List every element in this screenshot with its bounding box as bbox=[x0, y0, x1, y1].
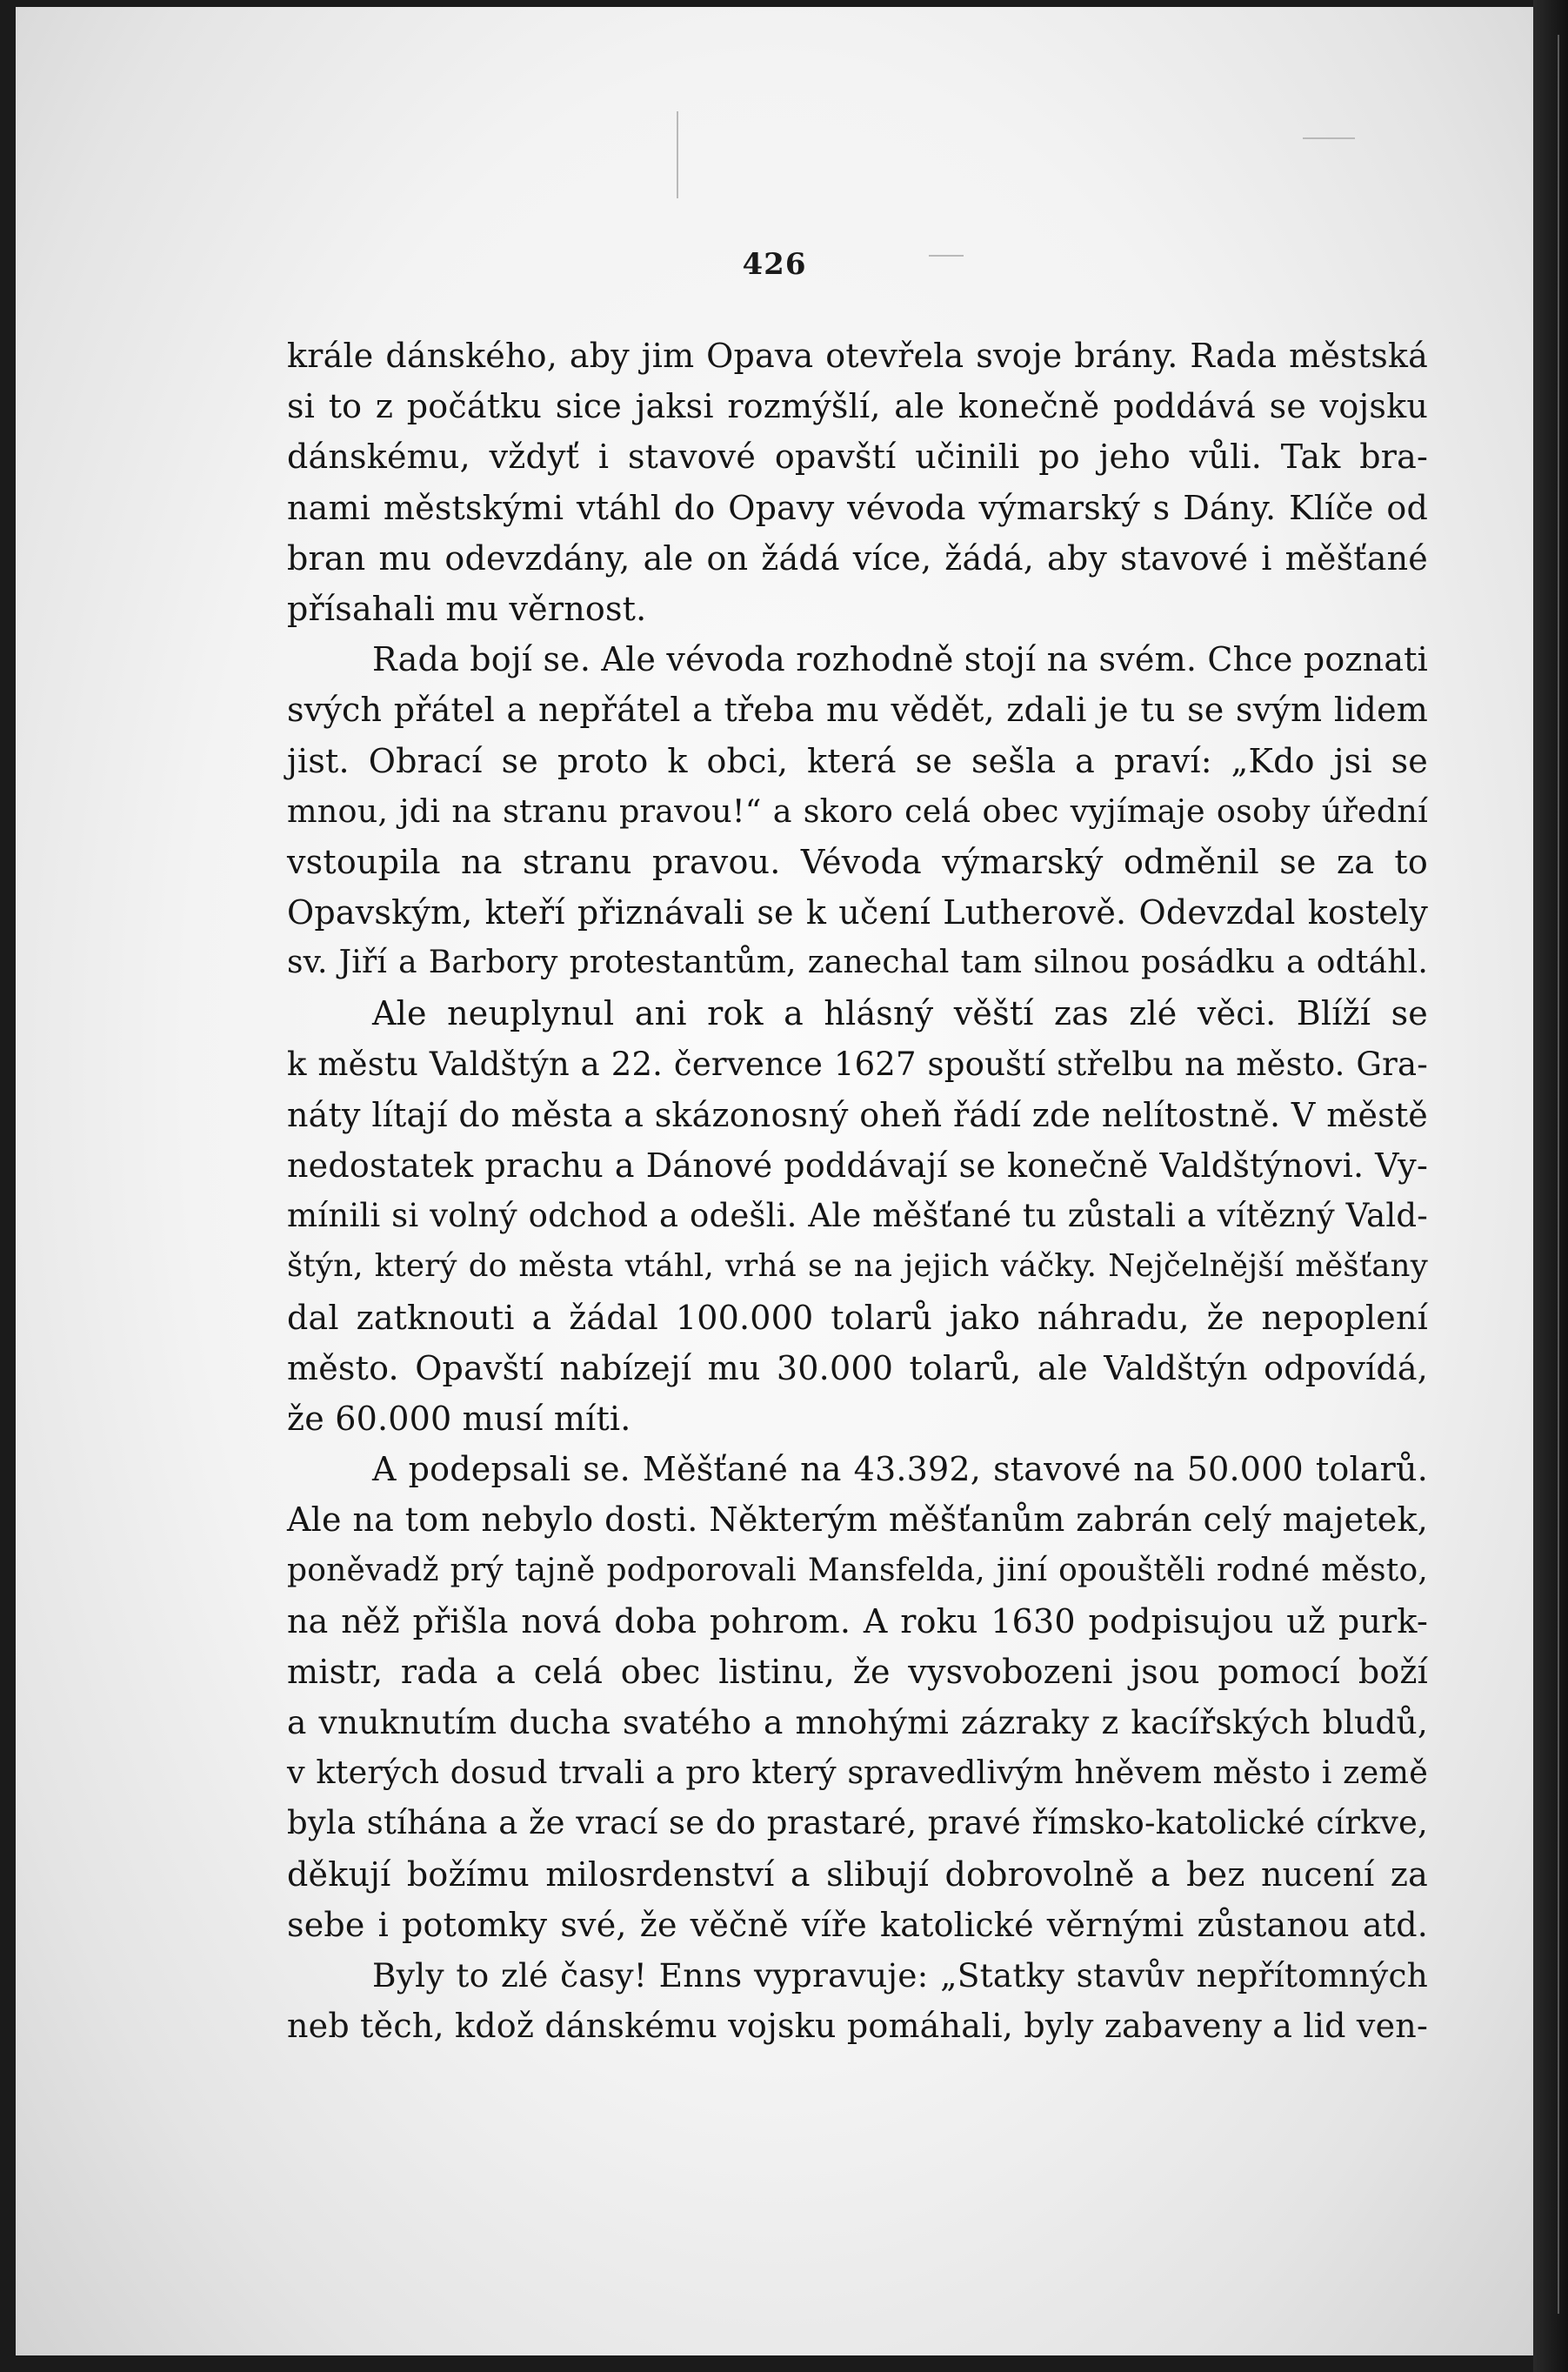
text-line: poněvadž prý tajně podporovali Mansfelda, jiní opouštěli rodné město, bbox=[287, 1552, 1428, 1588]
text-line: mistr, rada a celá obec listinu, že vysvobozeni jsou pomocí boží bbox=[287, 1652, 1428, 1691]
text-line: v kterých dosud trvali a pro který spravedlivým hněvem město i země bbox=[287, 1754, 1428, 1792]
text-line: Opavským, kteří přiznávali se k učení Lutherově. Odevzdal kostely bbox=[287, 893, 1428, 932]
text-line: krále dánského, aby jim Opava otevřela svoje brány. Rada městská bbox=[287, 337, 1428, 375]
text-line: dal zatknouti a žádal 100.000 tolarů jako náhradu, že nepoplení bbox=[287, 1298, 1428, 1337]
text-line: Ale neuplynul ani rok a hlásný věští zas zlé věci. Blíží se bbox=[372, 994, 1428, 1033]
text-line: náty lítají do města a skázonosný oheň řádí zde nelítostně. V městě bbox=[287, 1095, 1428, 1134]
text-line: Ale na tom nebylo dosti. Některým měšťanům zabrán celý majetek, bbox=[287, 1500, 1428, 1540]
text-line: A podepsali se. Měšťané na 43.392, stavové na 50.000 tolarů. bbox=[372, 1450, 1428, 1489]
text-line: a vnuknutím ducha svatého a mnohými zázraky z kacířských bludů, bbox=[287, 1703, 1428, 1742]
text-line: že 60.000 musí míti. bbox=[287, 1399, 631, 1438]
book-spine-edge bbox=[1533, 0, 1568, 2372]
text-line: Byly to zlé časy! Enns vypravuje: „Statky stavův nepřítomných bbox=[372, 1956, 1428, 1994]
scanned-page bbox=[16, 7, 1533, 2355]
bleed-through-mark bbox=[1303, 137, 1355, 139]
page-number: 426 bbox=[742, 247, 807, 282]
text-line: sebe i potomky své, že věčně víře katolické věrnými zůstanou atd. bbox=[287, 1905, 1428, 1944]
text-line: dánskému, vždyť i stavové opavští učinili po jeho vůli. Tak bra- bbox=[287, 438, 1428, 477]
text-line: mnou, jdi na stranu pravou!“ a skoro celá obec vyjímaje osoby úřední bbox=[287, 792, 1428, 830]
text-line: město. Opavští nabízejí mu 30.000 tolarů, ale Valdštýn odpovídá, bbox=[287, 1348, 1428, 1387]
text-line: jist. Obrací se proto k obci, která se sešla a praví: „Kdo jsi se bbox=[287, 741, 1428, 780]
text-line: svých přátel a nepřátel a třeba mu vědět, zdali je tu se svým lidem bbox=[287, 691, 1428, 730]
body-text bbox=[287, 331, 1428, 2051]
text-line: k městu Valdštýn a 22. července 1627 spouští střelbu na město. Gra- bbox=[287, 1045, 1428, 1083]
bleed-through-mark bbox=[677, 111, 678, 198]
text-line: mínili si volný odchod a odešli. Ale měšťané tu zůstali a vítězný Vald- bbox=[287, 1197, 1428, 1235]
text-line: vstoupila na stranu pravou. Vévoda výmarský odměnil se za to bbox=[287, 842, 1428, 881]
text-line: si to z počátku sice jaksi rozmýšlí, ale konečně poddává se vojsku bbox=[287, 387, 1428, 426]
text-line: sv. Jiří a Barbory protestantům, zanechal tam silnou posádku a odtáhl. bbox=[287, 945, 1428, 981]
text-line: byla stíhána a že vrací se do prastaré, pravé římsko-katolické církve, bbox=[287, 1804, 1428, 1842]
text-line: nedostatek prachu a Dánové poddávají se konečně Valdštýnovi. Vy- bbox=[287, 1146, 1428, 1185]
text-line: na něž přišla nová doba pohrom. A roku 1630 podpisujou už purk- bbox=[287, 1601, 1428, 1640]
spine-highlight bbox=[1558, 35, 1559, 2314]
text-line: štýn, který do města vtáhl, vrhá se na jejich váčky. Nejčelnější měšťany bbox=[287, 1248, 1428, 1285]
text-line: bran mu odevzdány, ale on žádá více, žádá, aby stavové i měšťané bbox=[287, 538, 1428, 578]
text-line: přísahali mu věrnost. bbox=[287, 589, 647, 628]
text-line: Rada bojí se. Ale vévoda rozhodně stojí na svém. Chce poznati bbox=[372, 640, 1428, 679]
text-line: neb těch, kdož dánskému vojsku pomáhali, byly zabaveny a lid ven- bbox=[287, 2007, 1428, 2046]
text-line: děkují božímu milosrdenství a slibují dobrovolně a bez nucení za bbox=[287, 1854, 1428, 1894]
text-line: nami městskými vtáhl do Opavy vévoda výmarský s Dány. Klíče od bbox=[287, 488, 1428, 527]
